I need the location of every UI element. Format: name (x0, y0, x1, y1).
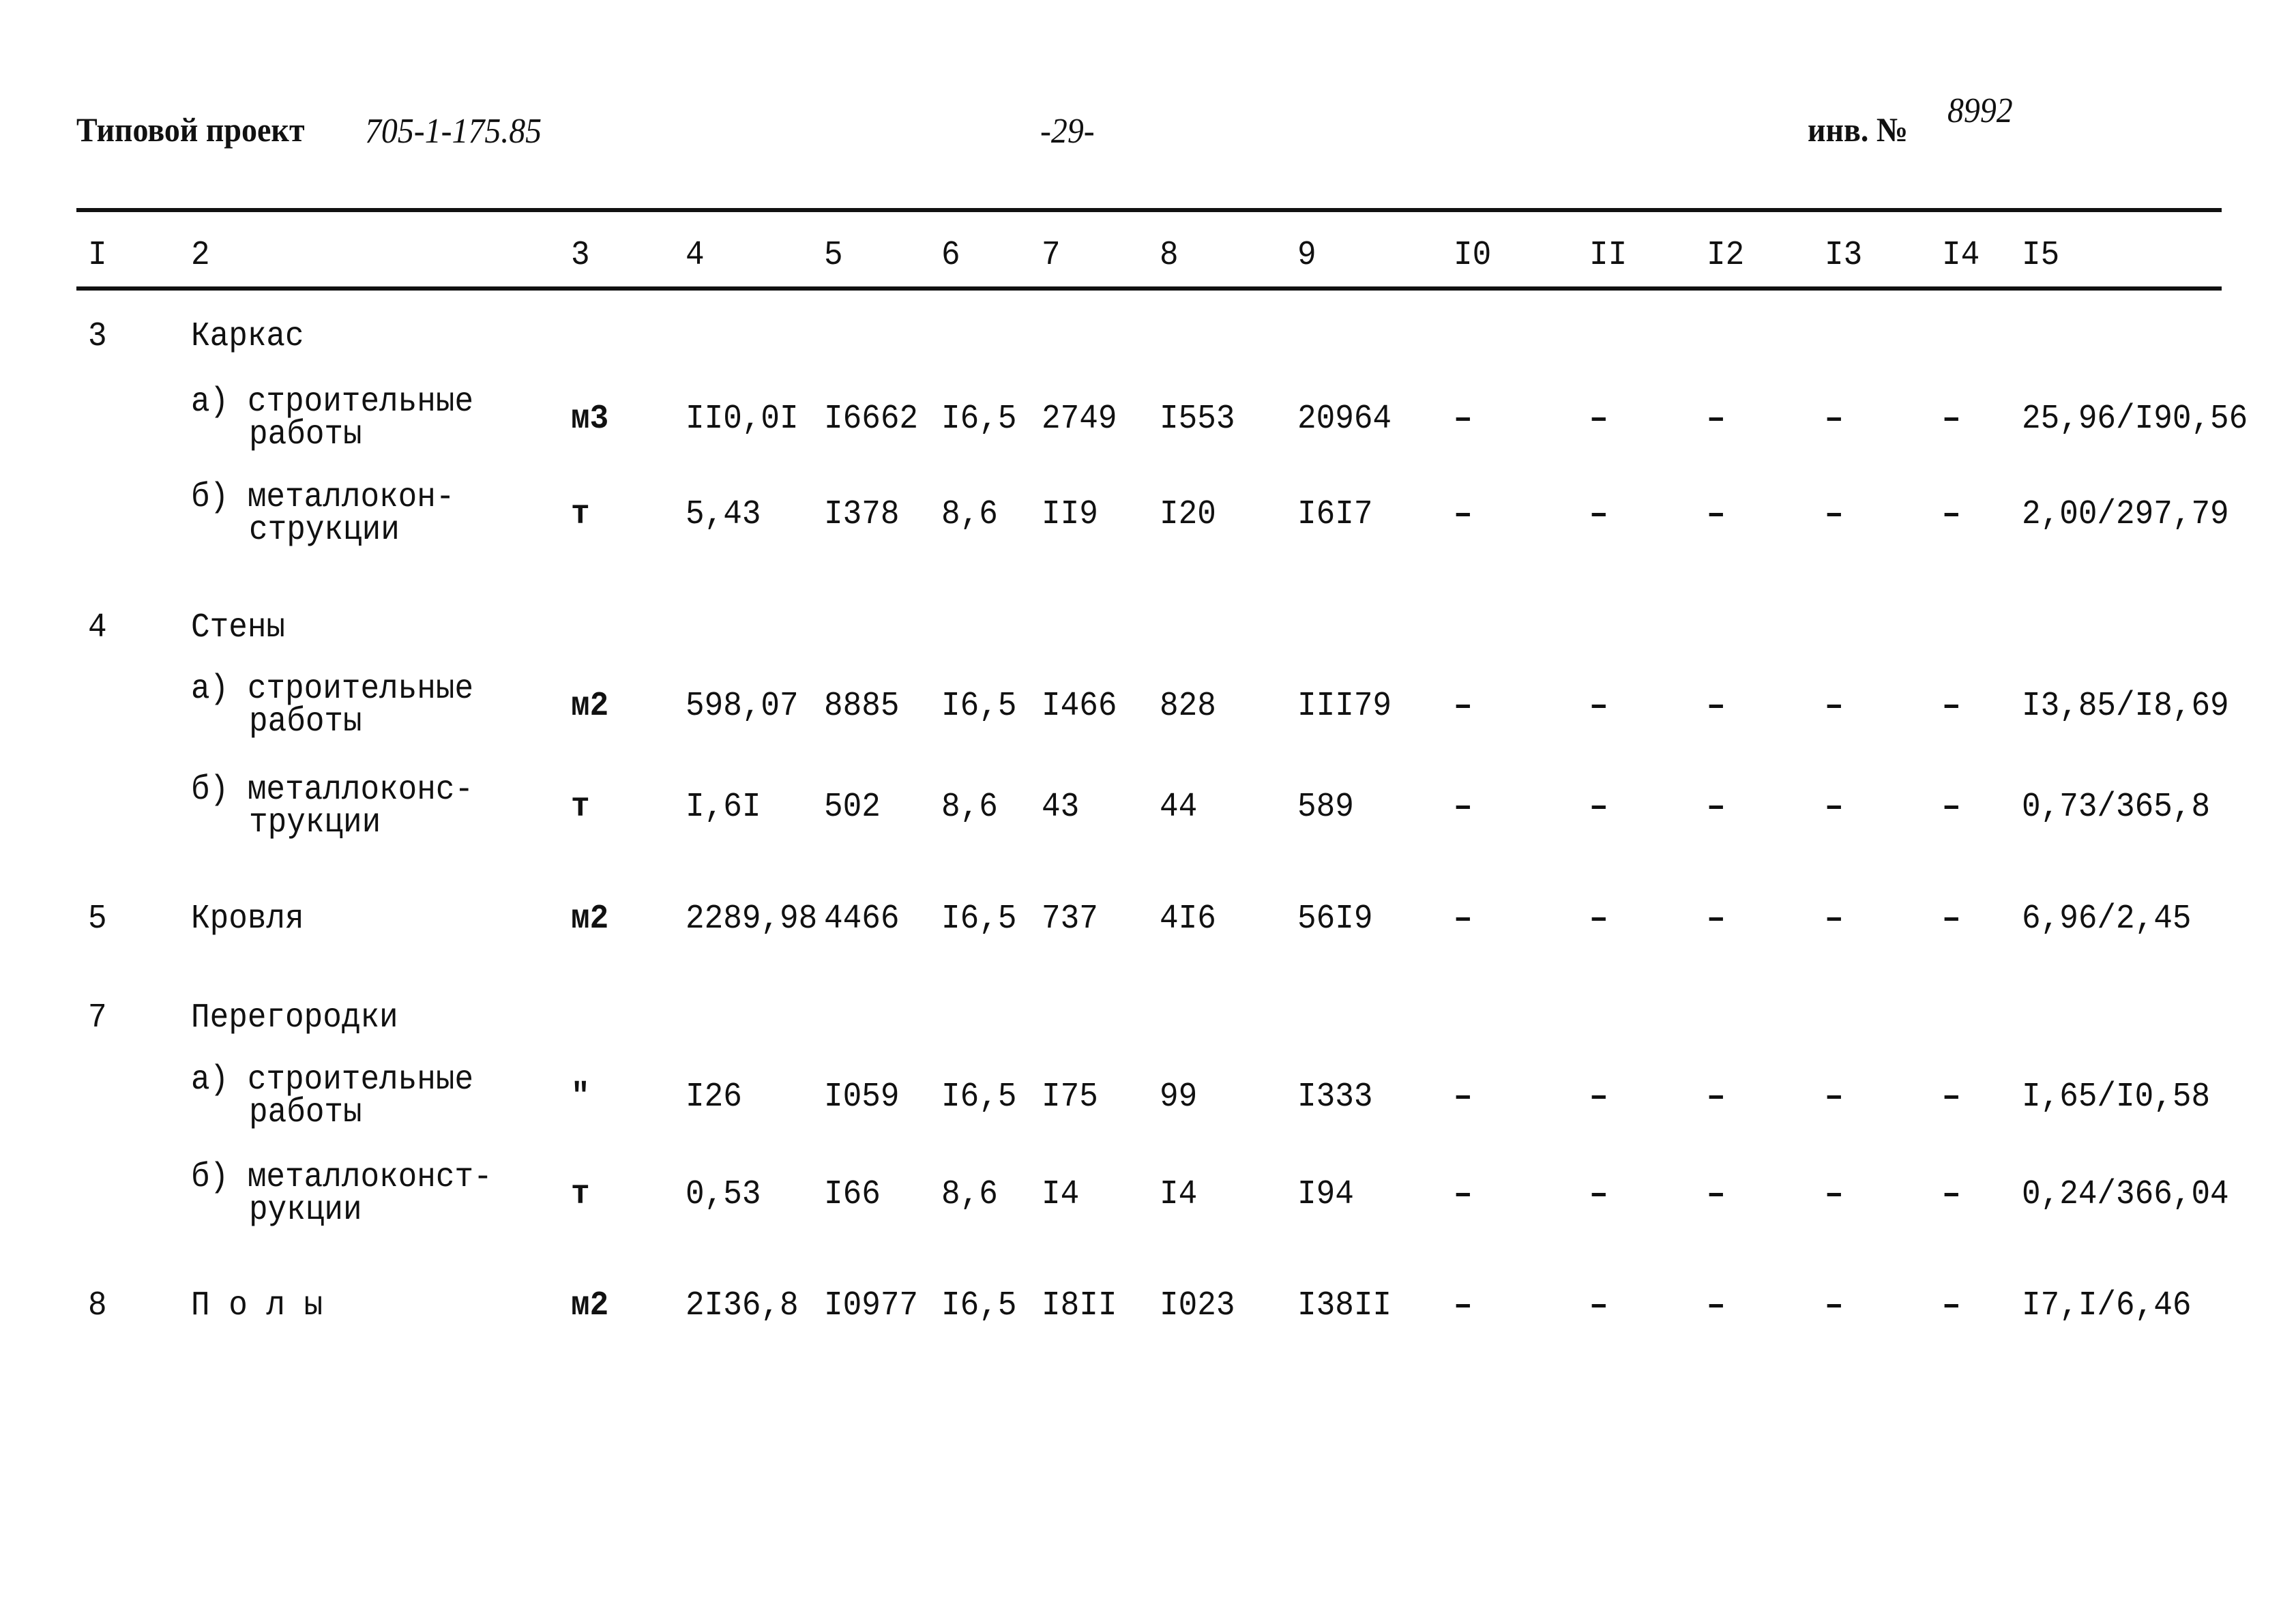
value-cell: – (1589, 1286, 1608, 1325)
row-label: Кровля (191, 900, 304, 938)
row-number: 7 (88, 999, 107, 1037)
value-cell: III79 (1297, 687, 1392, 726)
row-label: работы (249, 1093, 362, 1132)
value-cell: – (1589, 400, 1608, 439)
row-number: 3 (88, 317, 107, 356)
value-cell: – (1942, 400, 1961, 439)
row-label: Стены (191, 608, 286, 647)
value-cell: I6662 (824, 400, 919, 439)
value-cell: I4 (1160, 1175, 1198, 1214)
value-cell: 8,6 (941, 495, 998, 534)
value-cell: I6,5 (941, 1078, 1017, 1117)
column-header: I4 (1942, 236, 1980, 275)
row-label: трукции (249, 803, 381, 842)
value-cell: – (1707, 900, 1726, 938)
value-cell: 0,73/365,8 (2022, 788, 2211, 827)
page-number: -29- (1040, 112, 1095, 151)
value-cell: I20 (1160, 495, 1216, 534)
unit-cell: м3 (571, 400, 609, 439)
value-cell: II9 (1042, 495, 1098, 534)
table-top-rule (76, 208, 2222, 212)
column-header: I2 (1707, 236, 1745, 275)
value-cell: – (1454, 687, 1473, 726)
value-cell: 2,00/297,79 (2022, 495, 2229, 534)
value-cell: I553 (1160, 400, 1235, 439)
column-header: I3 (1825, 236, 1863, 275)
value-cell: 0,24/366,04 (2022, 1175, 2229, 1214)
column-header: 2 (191, 236, 210, 275)
value-cell: – (1825, 495, 1844, 534)
value-cell: 4I6 (1160, 900, 1216, 938)
unit-cell: т (571, 1175, 590, 1214)
value-cell: I059 (824, 1078, 900, 1117)
value-cell: – (1707, 1286, 1726, 1325)
value-cell: I7,I/6,46 (2022, 1286, 2192, 1325)
unit-cell: м2 (571, 687, 609, 726)
value-cell: – (1589, 687, 1608, 726)
value-cell: I75 (1042, 1078, 1098, 1117)
value-cell: 589 (1297, 788, 1354, 827)
value-cell: – (1589, 788, 1608, 827)
column-header: 7 (1042, 236, 1061, 275)
value-cell: I8II (1042, 1286, 1117, 1325)
unit-cell: т (571, 788, 590, 827)
column-header: 8 (1160, 236, 1179, 275)
value-cell: 8885 (824, 687, 900, 726)
row-label: а) строительные (191, 1061, 474, 1099)
value-cell: 56I9 (1297, 900, 1373, 938)
value-cell: – (1825, 900, 1844, 938)
column-header: 3 (571, 236, 590, 275)
value-cell: I6,5 (941, 400, 1017, 439)
value-cell: 502 (824, 788, 881, 827)
value-cell: 2289,98 (686, 900, 818, 938)
value-cell: – (1825, 1175, 1844, 1214)
unit-cell: м2 (571, 900, 609, 938)
value-cell: – (1454, 1286, 1473, 1325)
value-cell: 828 (1160, 687, 1216, 726)
value-cell: – (1589, 900, 1608, 938)
row-label: рукции (249, 1191, 362, 1230)
value-cell: – (1942, 788, 1961, 827)
value-cell: I,65/I0,58 (2022, 1078, 2211, 1117)
row-label: Каркас (191, 317, 304, 356)
value-cell: I6,5 (941, 687, 1017, 726)
value-cell: 737 (1042, 900, 1098, 938)
row-label: П о л ы (191, 1286, 323, 1325)
row-label: б) металлокон- (191, 478, 455, 517)
value-cell: 598,07 (686, 687, 799, 726)
value-cell: – (1707, 400, 1726, 439)
row-label: б) металлоконс- (191, 771, 474, 810)
value-cell: – (1825, 400, 1844, 439)
value-cell: I4 (1042, 1175, 1080, 1214)
column-header: 5 (824, 236, 843, 275)
column-header: 4 (686, 236, 705, 275)
value-cell: – (1454, 495, 1473, 534)
value-cell: – (1589, 1175, 1608, 1214)
value-cell: I6,5 (941, 1286, 1017, 1325)
value-cell: I023 (1160, 1286, 1235, 1325)
value-cell: I,6I (686, 788, 761, 827)
value-cell: II0,0I (686, 400, 799, 439)
project-label: Типовой проект (76, 110, 305, 149)
value-cell: – (1707, 687, 1726, 726)
row-label: работы (249, 415, 362, 454)
unit-cell: " (571, 1078, 590, 1117)
column-header: 6 (941, 236, 960, 275)
unit-cell: м2 (571, 1286, 609, 1325)
value-cell: – (1942, 900, 1961, 938)
inv-number: 8992 (1947, 91, 2013, 130)
value-cell: I6I7 (1297, 495, 1373, 534)
value-cell: 99 (1160, 1078, 1198, 1117)
value-cell: – (1454, 1175, 1473, 1214)
value-cell: I6,5 (941, 900, 1017, 938)
value-cell: I3,85/I8,69 (2022, 687, 2229, 726)
value-cell: 6,96/2,45 (2022, 900, 2192, 938)
value-cell: I26 (686, 1078, 742, 1117)
value-cell: I333 (1297, 1078, 1373, 1117)
value-cell: I466 (1042, 687, 1117, 726)
value-cell: – (1707, 495, 1726, 534)
value-cell: – (1589, 1078, 1608, 1117)
value-cell: 20964 (1297, 400, 1392, 439)
value-cell: 5,43 (686, 495, 761, 534)
value-cell: – (1942, 687, 1961, 726)
value-cell: – (1942, 1078, 1961, 1117)
value-cell: 4466 (824, 900, 900, 938)
value-cell: – (1825, 1286, 1844, 1325)
value-cell: – (1707, 788, 1726, 827)
column-header: I (88, 236, 107, 275)
value-cell: – (1707, 1078, 1726, 1117)
inv-label: инв. № (1808, 110, 1909, 149)
value-cell: – (1707, 1175, 1726, 1214)
value-cell: 44 (1160, 788, 1198, 827)
value-cell: – (1942, 1286, 1961, 1325)
value-cell: – (1825, 687, 1844, 726)
value-cell: 0,53 (686, 1175, 761, 1214)
value-cell: I94 (1297, 1175, 1354, 1214)
value-cell: 2I36,8 (686, 1286, 799, 1325)
value-cell: – (1454, 788, 1473, 827)
row-label: а) строительные (191, 383, 474, 422)
value-cell: – (1825, 788, 1844, 827)
row-label: Перегородки (191, 999, 398, 1037)
value-cell: I378 (824, 495, 900, 534)
table-header-rule (76, 286, 2222, 291)
column-header: II (1589, 236, 1628, 275)
row-label: струкции (249, 511, 400, 550)
row-label: б) металлоконст- (191, 1158, 492, 1197)
row-number: 4 (88, 608, 107, 647)
row-number: 5 (88, 900, 107, 938)
row-label: а) строительные (191, 670, 474, 709)
value-cell: – (1454, 900, 1473, 938)
value-cell: 8,6 (941, 1175, 998, 1214)
value-cell: – (1825, 1078, 1844, 1117)
value-cell: I0977 (824, 1286, 919, 1325)
column-header: I5 (2022, 236, 2060, 275)
value-cell: – (1942, 1175, 1961, 1214)
value-cell: – (1589, 495, 1608, 534)
value-cell: I38II (1297, 1286, 1392, 1325)
value-cell: 8,6 (941, 788, 998, 827)
value-cell: 2749 (1042, 400, 1117, 439)
unit-cell: т (571, 495, 590, 534)
value-cell: – (1454, 400, 1473, 439)
row-label: работы (249, 703, 362, 741)
project-number: 705-1-175.85 (365, 112, 542, 151)
column-header: 9 (1297, 236, 1316, 275)
value-cell: I66 (824, 1175, 881, 1214)
column-header: I0 (1454, 236, 1492, 275)
row-number: 8 (88, 1286, 107, 1325)
value-cell: 25,96/I90,56 (2022, 400, 2248, 439)
value-cell: 43 (1042, 788, 1080, 827)
value-cell: – (1942, 495, 1961, 534)
value-cell: – (1454, 1078, 1473, 1117)
